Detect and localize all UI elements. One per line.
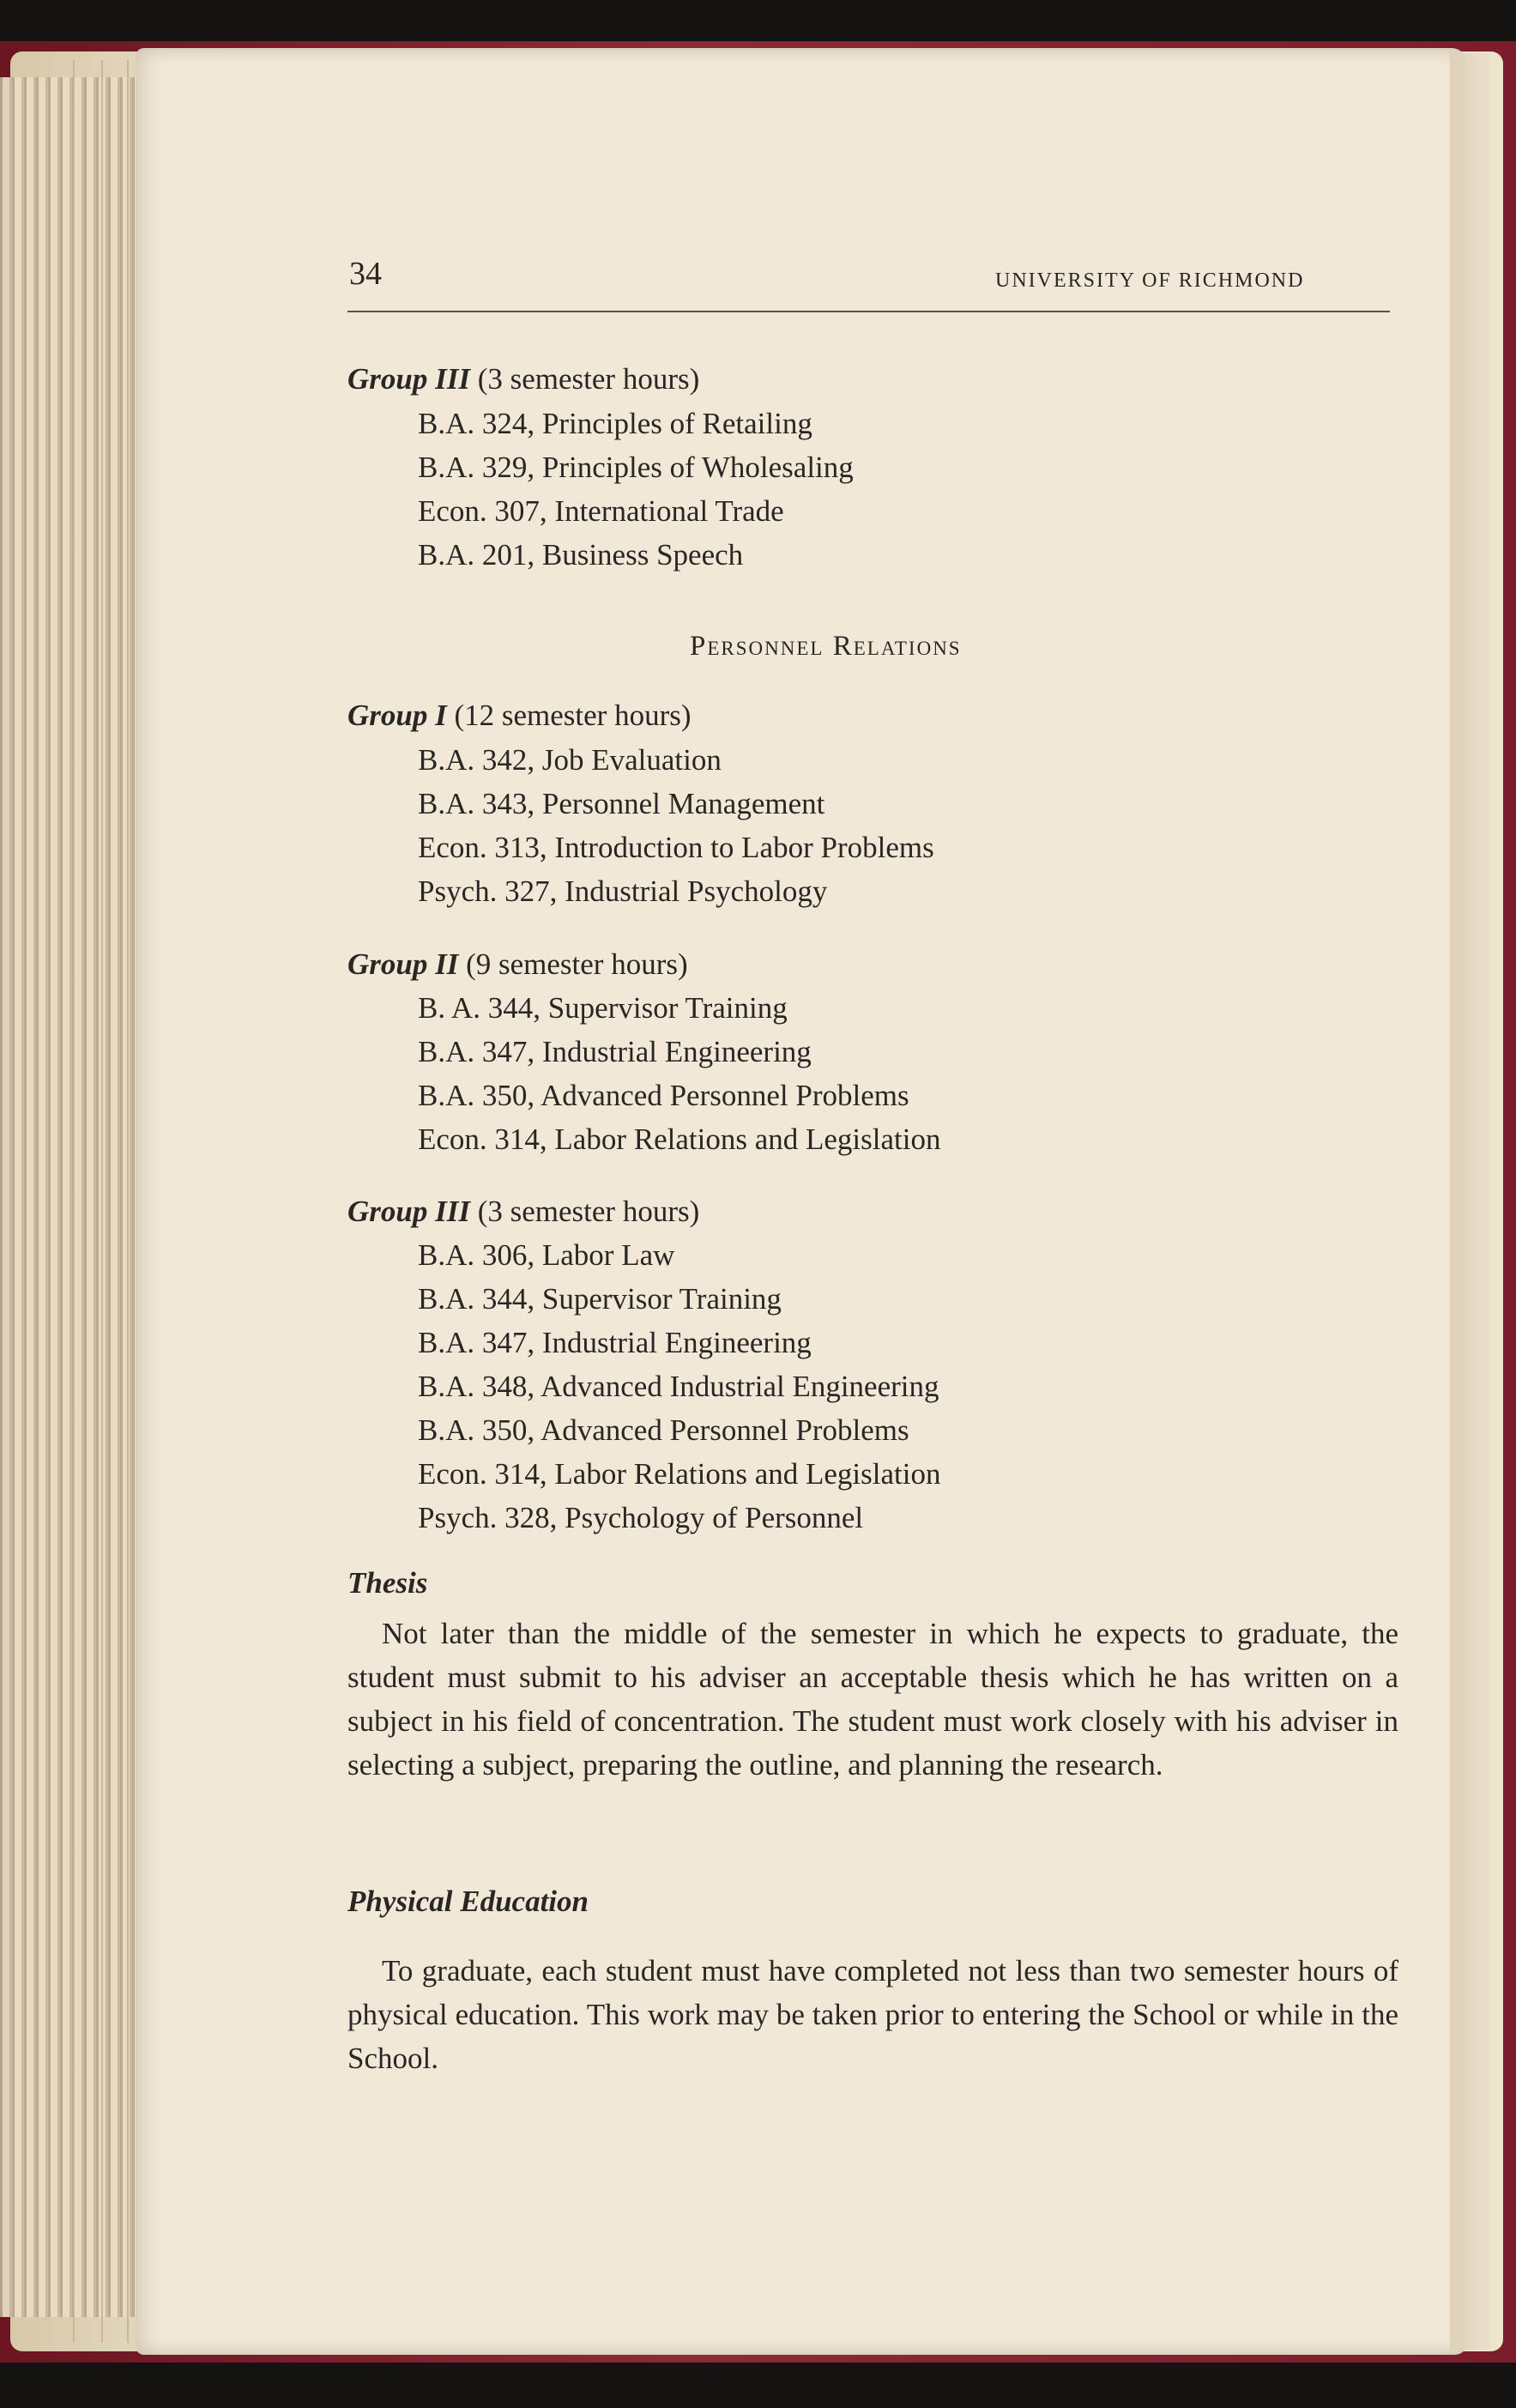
group-label: Group III [347, 1195, 470, 1228]
course-line: B.A. 324, Principles of Retailing [418, 407, 812, 440]
course-line: B.A. 350, Advanced Personnel Problems [418, 1079, 909, 1112]
group-heading [347, 363, 699, 396]
group-heading [347, 699, 692, 733]
section-title: Personnel Relations [690, 631, 962, 662]
header-rule [347, 311, 1390, 312]
course-line: B.A. 306, Labor Law [418, 1238, 675, 1272]
group-hours: (9 semester hours) [458, 947, 688, 981]
course-line: B.A. 347, Industrial Engineering [418, 1326, 812, 1359]
course-line: B.A. 329, Principles of Wholesaling [418, 451, 854, 484]
group-hours: (12 semester hours) [446, 699, 692, 732]
physical-education-paragraph: To graduate, each student must have completed not less than two semester hours of physical education. This work may be taken prior to entering the School or while in the School. [347, 1954, 1398, 2075]
course-line: B. A. 344, Supervisor Training [418, 991, 788, 1025]
group-label: Group II [347, 947, 459, 981]
course-line: Psych. 327, Industrial Psychology [418, 874, 828, 908]
course-line: Econ. 313, Introduction to Labor Problems [418, 831, 934, 864]
course-line: Econ. 307, International Trade [418, 494, 784, 528]
course-line: B.A. 347, Industrial Engineering [418, 1035, 812, 1068]
course-line: Econ. 314, Labor Relations and Legislation [418, 1122, 941, 1156]
course-line: B.A. 350, Advanced Personnel Problems [418, 1413, 909, 1447]
course-line: B.A. 348, Advanced Industrial Engineering [418, 1370, 939, 1403]
group-label: Group III [347, 362, 470, 396]
course-line: Econ. 314, Labor Relations and Legislation [418, 1457, 941, 1491]
group-label: Group I [347, 699, 447, 732]
running-header: UNIVERSITY OF RICHMOND [995, 269, 1305, 292]
group-hours: (3 semester hours) [469, 362, 700, 396]
physical-education-heading: Physical Education [347, 1885, 589, 1918]
group-heading [347, 948, 688, 982]
course-line: B.A. 343, Personnel Management [418, 787, 825, 820]
course-line: B.A. 344, Supervisor Training [418, 1282, 782, 1316]
course-line: B.A. 342, Job Evaluation [418, 743, 722, 777]
course-line: B.A. 201, Business Speech [418, 538, 744, 572]
thesis-heading: Thesis [347, 1566, 428, 1600]
group-hours: (3 semester hours) [469, 1195, 700, 1228]
course-line: Psych. 328, Psychology of Personnel [418, 1501, 864, 1534]
group-heading [347, 1195, 699, 1229]
thesis-paragraph: Not later than the middle of the semester in which he expects to graduate, the student must submit to his adviser an acceptable thesis which he has written on a subject in his field of concentration. The student must work closely with his adviser in selecting a subject, preparing the outline, and planning the research. [347, 1617, 1398, 1782]
page-number: 34 [349, 256, 382, 292]
